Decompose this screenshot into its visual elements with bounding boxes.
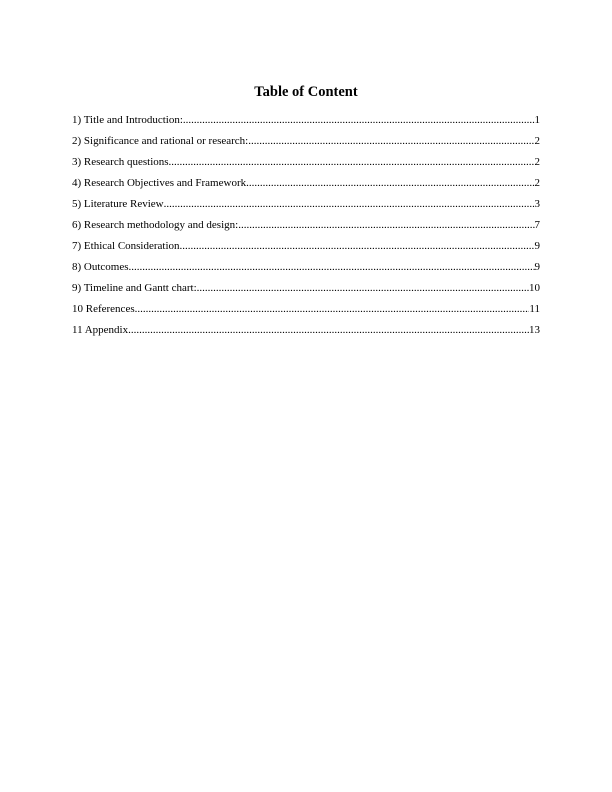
toc-entry-label: 8) Outcomes [72,261,129,273]
toc-entry-label: 6) Research methodology and design: [72,219,239,231]
dot-leader [197,282,529,295]
toc-entry-page-number: 9 [534,261,540,273]
toc-entry-significance[interactable] [72,135,540,156]
toc-entry-page-number: 3 [534,198,540,210]
dot-leader [164,198,535,211]
toc-entry-ethical-consideration[interactable] [72,240,540,261]
toc-entry-page-number: 10 [529,282,540,294]
toc-entry-label: 1) Title and Introduction: [72,114,183,126]
toc-entry-page-number: 9 [534,240,540,252]
toc-entry-page-number: 13 [529,324,540,336]
toc-entry-timeline-gantt[interactable] [72,282,540,303]
toc-entry-appendix[interactable] [72,324,540,345]
toc-entry-label: 4) Research Objectives and Framework [72,177,247,189]
dot-leader [183,114,535,127]
toc-entry-page-number: 11 [529,303,540,315]
toc-entry-label: 10 References [72,303,135,315]
toc-entry-label: 11 Appendix [72,324,129,336]
toc-entry-literature-review[interactable] [72,198,540,219]
toc-entry-title-introduction[interactable] [72,114,540,135]
toc-entry-outcomes[interactable] [72,261,540,282]
dot-leader [248,135,534,148]
dot-leader [238,219,534,232]
toc-entry-label: 7) Ethical Consideration [72,240,180,252]
toc-entry-references[interactable] [72,303,540,324]
toc-title: Table of Content [254,84,358,100]
toc-entry-page-number: 2 [534,135,540,147]
dot-leader [169,156,535,169]
toc-entry-page-number: 2 [534,156,540,168]
dot-leader [180,240,535,253]
toc-entry-research-objectives[interactable] [72,177,540,198]
dot-leader [135,303,530,316]
toc-entry-page-number: 2 [534,177,540,189]
toc-entry-page-number: 7 [534,219,540,231]
toc-entry-methodology[interactable] [72,219,540,240]
toc-entry-label: 2) Significance and rational or research: [72,135,249,147]
dot-leader [246,177,534,190]
table-of-contents [72,114,540,345]
toc-entry-research-questions[interactable] [72,156,540,177]
dot-leader [129,261,535,274]
toc-entry-page-number: 1 [534,114,540,126]
toc-entry-label: 5) Literature Review [72,198,164,210]
toc-entry-label: 9) Timeline and Gantt chart: [72,282,197,294]
toc-entry-label: 3) Research questions [72,156,169,168]
dot-leader [128,324,529,337]
